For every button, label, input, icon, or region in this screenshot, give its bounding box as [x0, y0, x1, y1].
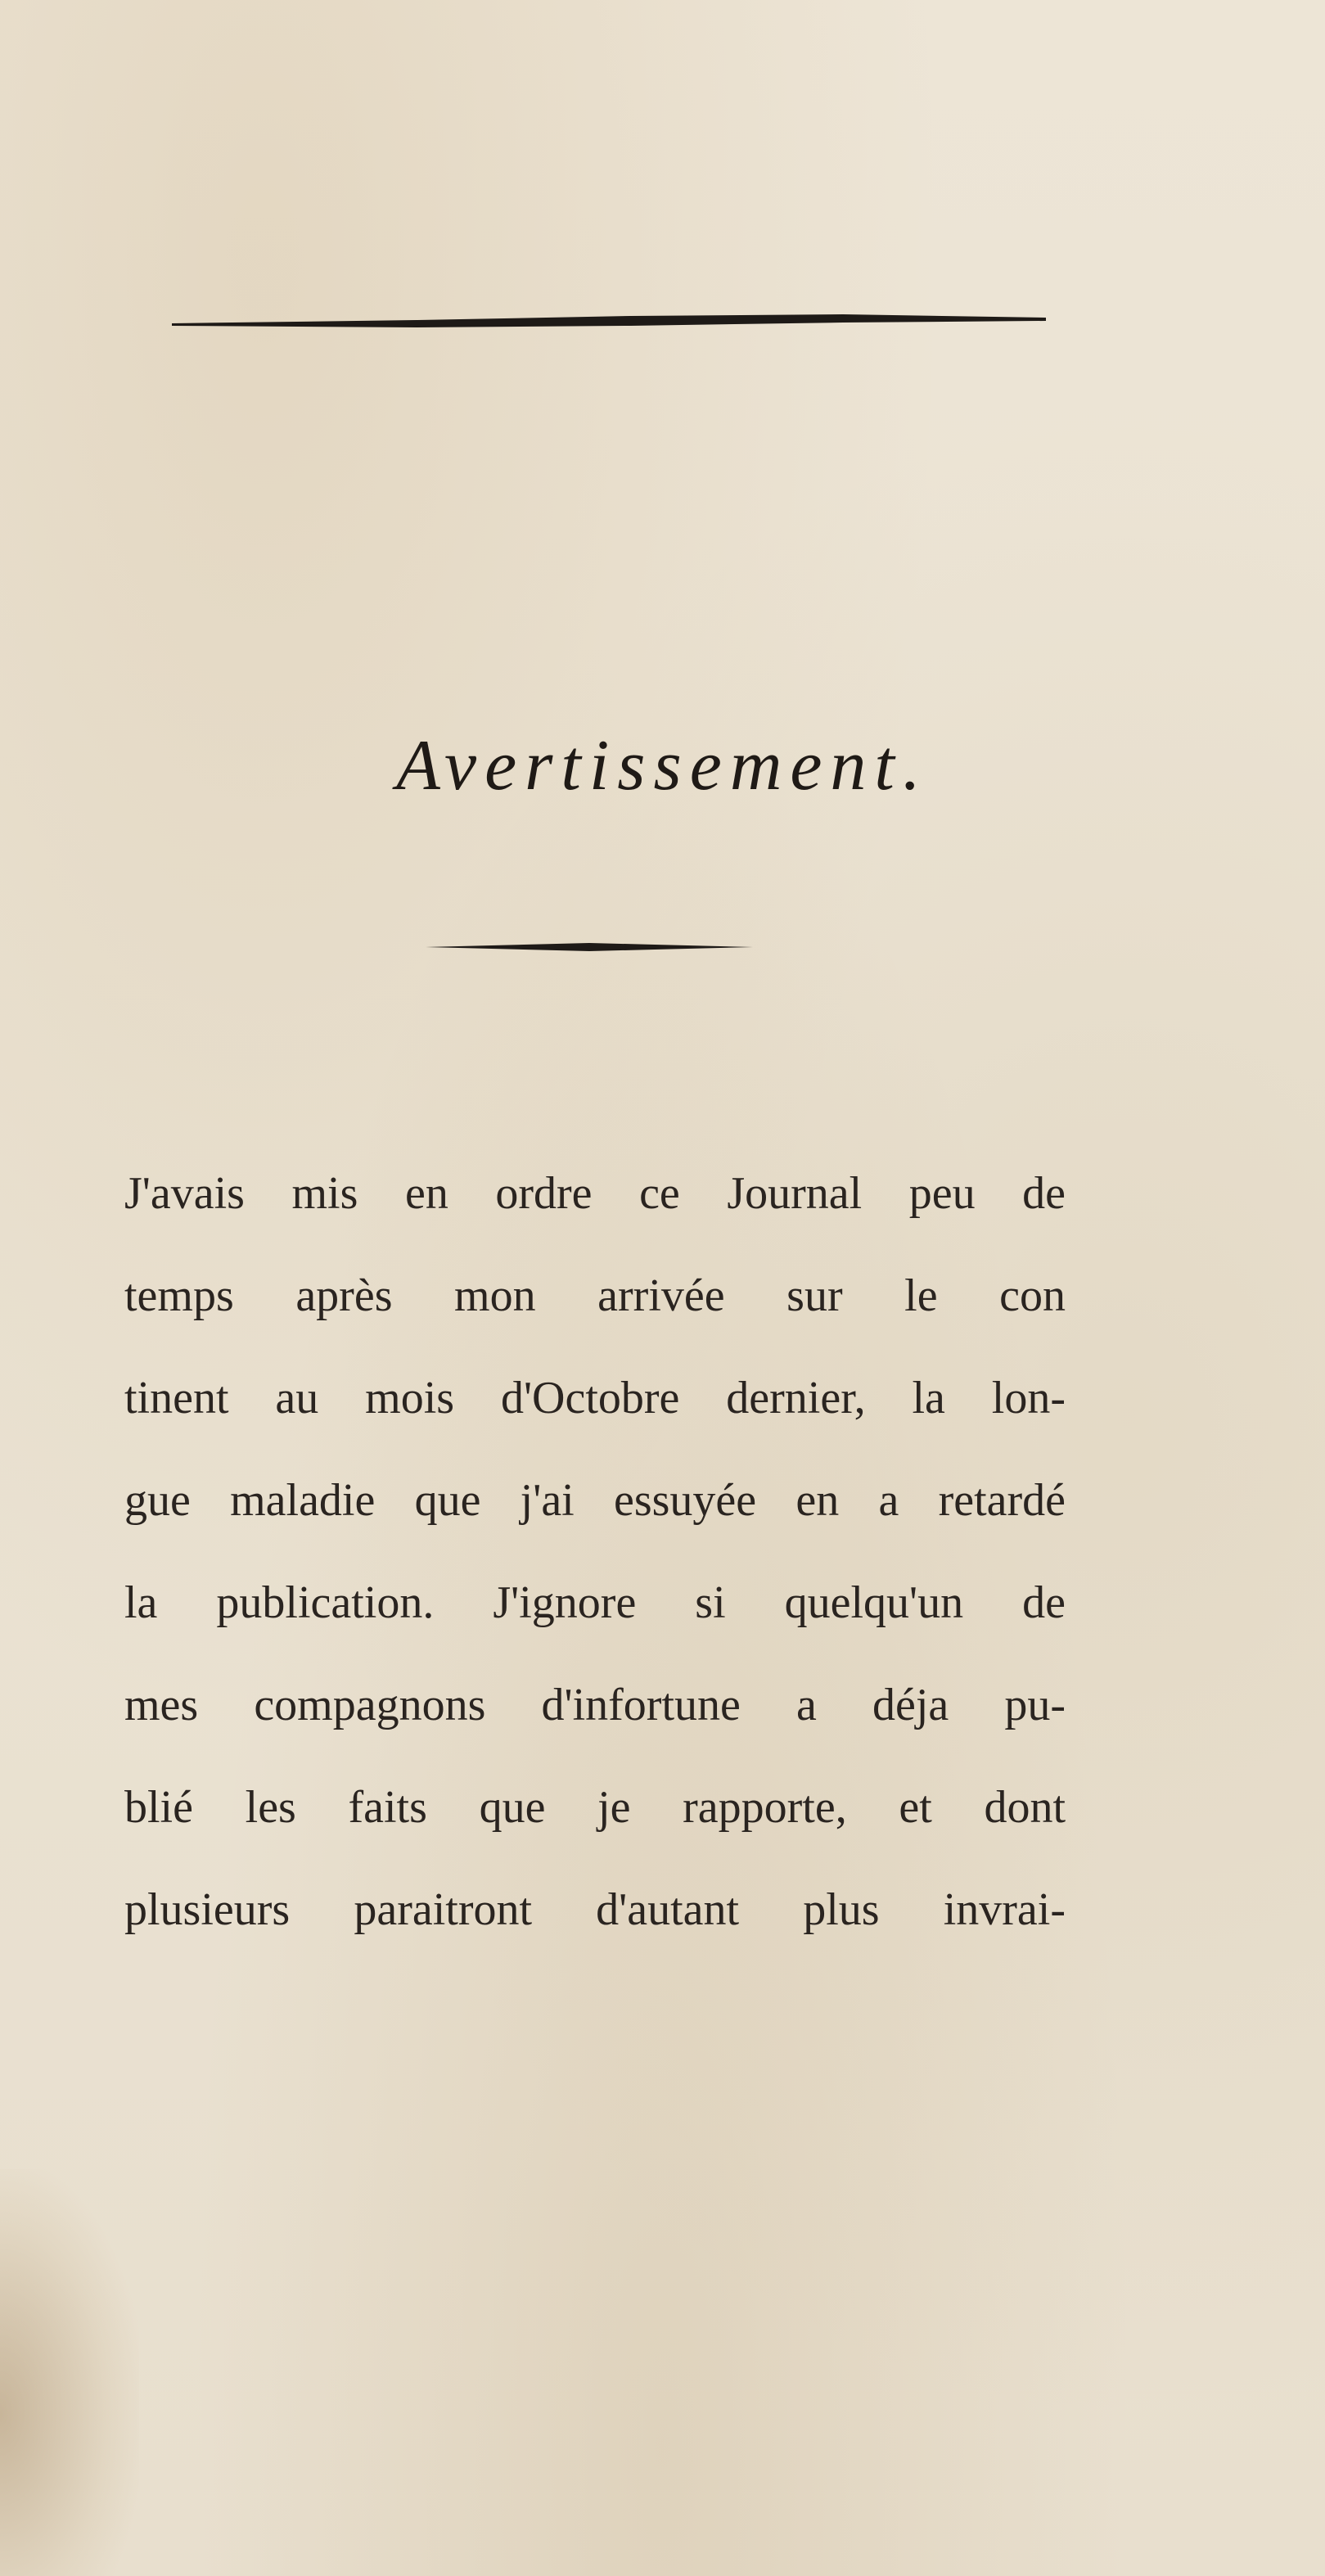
- text-line: plusieurs paraitront d'autant plus invrai-: [124, 1884, 1066, 1935]
- text-line: tinent au mois d'Octobre dernier, la lon-: [124, 1373, 1066, 1423]
- title-divider-rule: [426, 940, 753, 954]
- text-line: la publication. J'ignore si quelqu'un de: [124, 1577, 1066, 1628]
- body-paragraph: [124, 1143, 1066, 1961]
- text-line: gue maladie que j'ai essuyée en a retardé: [124, 1475, 1066, 1526]
- text-line: temps après mon arrivée sur le con: [124, 1270, 1066, 1321]
- page-title: Avertissement.: [396, 726, 929, 805]
- text-line: blié les faits que je rapporte, et dont: [124, 1782, 1066, 1833]
- paper-stain: [0, 2169, 139, 2576]
- text-line: mes compagnons d'infortune a déja pu-: [124, 1680, 1066, 1730]
- text-line: J'avais mis en ordre ce Journal peu de: [124, 1168, 1066, 1219]
- page-footer: [0, 2046, 1325, 2104]
- top-ornamental-rule: [172, 313, 1046, 331]
